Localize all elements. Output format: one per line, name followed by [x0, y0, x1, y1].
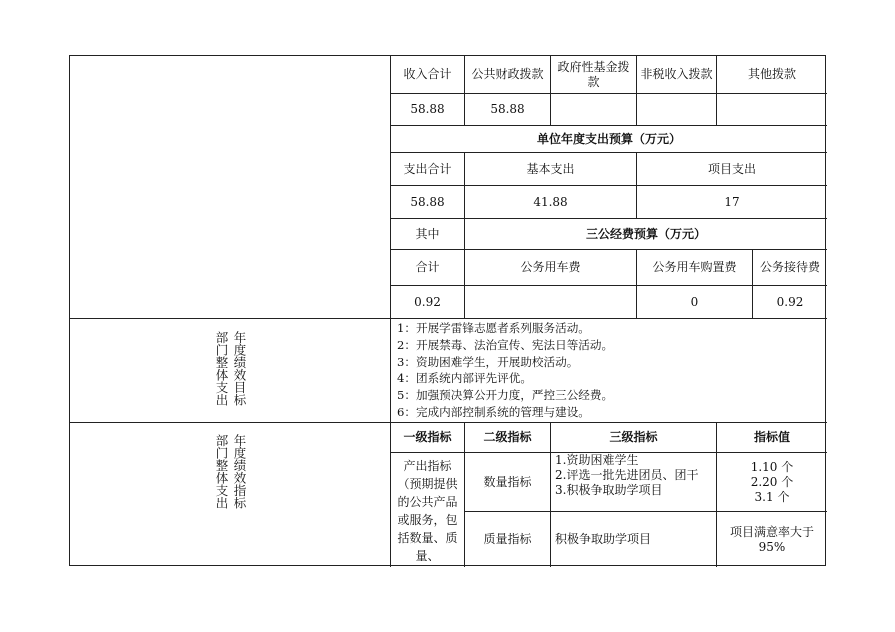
expense-value-project: 17: [637, 186, 827, 219]
sangong-header-vehicle: 公务用车费: [465, 250, 637, 286]
indicators-label-col1: 部门整体支出: [214, 434, 229, 509]
income-value-public-finance: 58.88: [465, 94, 551, 126]
value-line: 1.10 个: [750, 459, 794, 474]
indicator-level1-output: [391, 453, 465, 567]
value-line: 2.20 个: [750, 474, 794, 489]
income-value-other: [717, 94, 827, 126]
value-line: 3.1 个: [754, 489, 790, 504]
indicator-header-level1: 一级指标: [391, 423, 465, 453]
income-header-nontax: 非税收入拨款: [637, 56, 717, 94]
goals-label-cell: [70, 319, 391, 423]
indicator-level3-quality: 积极争取助学项目: [551, 512, 717, 567]
income-header-other: 其他拨款: [717, 56, 827, 94]
indicator-value-quality: [717, 512, 827, 567]
income-value-nontax: [637, 94, 717, 126]
goals-list: [391, 320, 833, 421]
income-value-gov-fund: [551, 94, 637, 126]
indicator-header-level2: 二级指标: [465, 423, 551, 453]
sangong-value-vehicle: [465, 286, 637, 319]
goal-item: 4：团系统内部评先评优。: [397, 371, 532, 386]
indicator-level2-quality: 质量指标: [465, 512, 551, 567]
indicator-level1-text: 产出指标（预期提供的公共产品或服务，包括数量、质量、: [397, 459, 458, 563]
income-header-public-finance: 公共财政拨款: [465, 56, 551, 94]
among-label: 其中: [391, 219, 465, 250]
indicator-header-value: 指标值: [717, 423, 827, 453]
indicators-label-col2: 年度绩效指标: [232, 434, 247, 509]
goal-item: 3：资助困难学生，开展助校活动。: [397, 354, 579, 369]
level3-line: 2.评选一批先进团员、团干: [555, 468, 699, 482]
indicator-value-quantity: [717, 453, 827, 512]
sangong-header-vehicle-purchase: 公务用车购置费: [637, 250, 753, 286]
level3-line: 1.资助困难学生: [555, 453, 639, 467]
indicator-level3-quantity: [551, 453, 717, 512]
sangong-value-reception: 0.92: [753, 286, 827, 319]
goal-item: 1：开展学雷锋志愿者系列服务活动。: [397, 321, 590, 335]
sangong-value-vehicle-purchase: 0: [637, 286, 753, 319]
quality-value-text: 项目满意率大于95%: [729, 524, 814, 554]
goal-item: 5：加强预决算公开力度，严控三公经费。: [397, 388, 614, 403]
sangong-title: 三公经费预算（万元）: [465, 219, 827, 250]
sangong-header-total: 合计: [391, 250, 465, 286]
expense-value-total: 58.88: [391, 186, 465, 219]
expense-header-project: 项目支出: [637, 153, 827, 186]
level3-line: 3.积极争取助学项目: [555, 483, 663, 497]
goals-label-col2: 年度绩效目标: [232, 331, 247, 406]
budget-table: [69, 55, 826, 566]
goals-label-col1: 部门整体支出: [214, 331, 229, 406]
goal-item: 6：完成内部控制系统的管理与建设。: [397, 404, 590, 419]
income-header-total: 收入合计: [391, 56, 465, 94]
income-value-total: 58.88: [391, 94, 465, 126]
indicators-label-cell: [70, 423, 391, 567]
expense-header-total: 支出合计: [391, 153, 465, 186]
indicator-header-level3: 三级指标: [551, 423, 717, 453]
sangong-value-total: 0.92: [391, 286, 465, 319]
expense-title: 单位年度支出预算（万元）: [391, 126, 827, 153]
income-header-gov-fund: 政府性基金拨款: [551, 56, 637, 94]
expense-value-basic: 41.88: [465, 186, 637, 219]
goal-item: 2：开展禁毒、法治宣传、宪法日等活动。: [397, 337, 614, 352]
left-blank-block: [70, 56, 391, 319]
indicator-level2-quantity: 数量指标: [465, 453, 551, 512]
sangong-header-reception: 公务接待费: [753, 250, 827, 286]
expense-header-basic: 基本支出: [465, 153, 637, 186]
